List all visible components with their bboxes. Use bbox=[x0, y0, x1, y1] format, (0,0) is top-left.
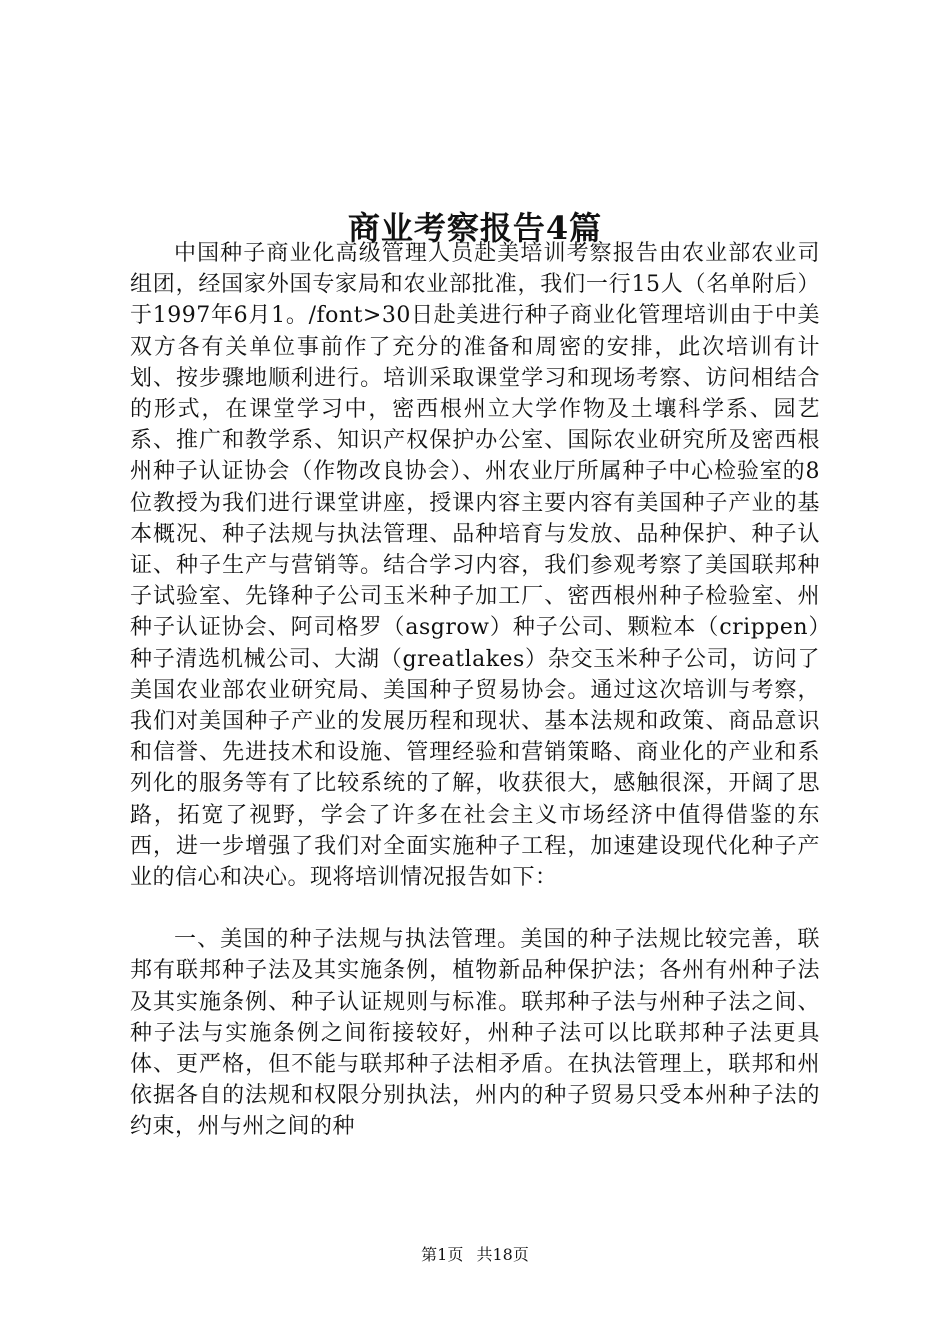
paragraph-intro: 中国种子商业化高级管理人员赴美培训考察报告由农业部农业司组团，经国家外国专家局和农业部批准，我们一行15人（名单附后）于1997年6月1。/font>30日赴美进行种子商业化管理培训由于中美双方各有关单位事前作了充分的准备和周密的安排，此次培训有计划、按步骤地顺利进行。培训采取课堂学习和现场考察、访问相结合的形式，在课堂学习中，密西根州立大学作物及土壤科学系、园艺系、推广和教学系、知识产权保护办公室、国际农业研究所及密西根州种子认证协会（作物改良协会）、州农业厅所属种子中心检验室的8位教授为我们进行课堂讲座，授课内容主要内容有美国种子产业的基本概况、种子法规与执法管理、品种培育与发放、品种保护、种子认证、种子生产与营销等。结合学习内容，我们参观考察了美国联邦种子试验室、先锋种子公司玉米种子加工厂、密西根州种子检验室、州种子认证协会、阿司格罗（asgrow）种子公司、颗粒本（crippen）种子清选机械公司、大湖（greatlakes）杂交玉米种子公司，访问了美国农业部农业研究局、美国种子贸易协会。通过这次培训与考察，我们对美国种子产业的发展历程和现状、基本法规和政策、商品意识和信誉、先进技术和设施、管理经验和营销策略、商业化的产业和系列化的服务等有了比较系统的了解，收获很大，感触很深，开阔了思路，拓宽了视野，学会了许多在社会主义市场经济中值得借鉴的东西，进一步增强了我们对全面实施种子工程，加速建设现代化种子产业的信心和决心。现将培训情况报告如下： bbox=[130, 241, 820, 891]
page-total: 共18页 bbox=[476, 1245, 529, 1264]
page-footer bbox=[0, 1244, 950, 1266]
paragraph-section-1: 一、美国的种子法规与执法管理。美国的种子法规比较完善，联邦有联邦种子法及其实施条例，植物新品种保护法；各州有州种子法及其实施条例、种子认证规则与标准。联邦种子法与州种子法之间、种子法与实施条例之间衔接较好，州种子法可以比联邦种子法更具体、更严格，但不能与联邦种子法相矛盾。在执法管理上，联邦和州依据各自的法规和权限分别执法，州内的种子贸易只受本州种子法的约束，州与州之间的种 bbox=[130, 927, 820, 1140]
document-title: 商业考察报告4篇 bbox=[347, 209, 603, 248]
page-number: 第1页 bbox=[421, 1245, 464, 1264]
document-body bbox=[130, 238, 820, 1143]
